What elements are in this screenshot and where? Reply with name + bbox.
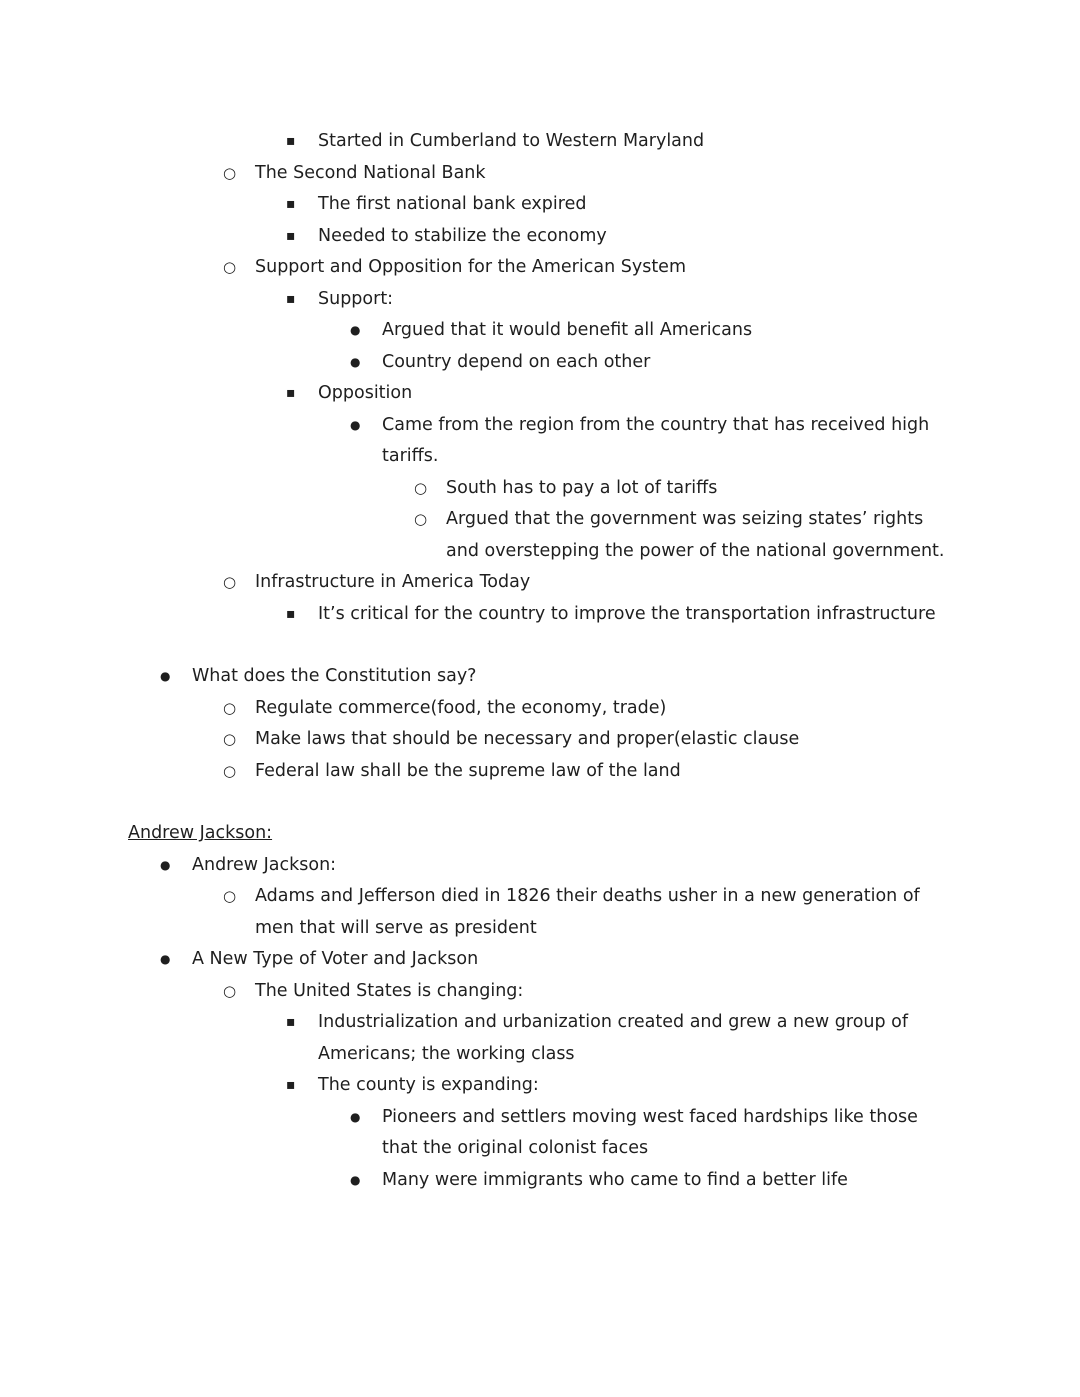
- list-item-text: Pioneers and settlers moving west faced hardships like those that the original colonist faces: [382, 1106, 918, 1158]
- list-item-text: Argued that the government was seizing states’ rights and overstepping the power of the national government.: [446, 509, 945, 561]
- list-item: [128, 126, 952, 158]
- list-item-text: Infrastructure in America Today: [255, 572, 531, 592]
- list-item-text: Adams and Jefferson died in 1826 their deaths usher in a new generation of men that will serve as president: [255, 886, 920, 938]
- list-item: [128, 850, 952, 882]
- list-item-text: The first national bank expired: [318, 194, 587, 214]
- list-item: [128, 567, 952, 599]
- square-bullet-icon: ▪: [286, 133, 296, 149]
- list-item-text: It’s critical for the country to improve the transportation infrastructure: [318, 603, 936, 624]
- list-item-text: Industrialization and urbanization created and grew a new group of Americans; the working class: [318, 1012, 909, 1064]
- list-item: [128, 1165, 952, 1197]
- circle-bullet-icon: ○: [223, 573, 237, 591]
- list-item-text: The United States is changing:: [255, 980, 524, 1001]
- list-item: [128, 693, 952, 725]
- list-item-text: Argued that it would benefit all Americans: [382, 320, 753, 340]
- list-item-text: Regulate commerce(food, the economy, trade): [255, 697, 667, 718]
- disc-bullet-icon: ●: [350, 354, 361, 369]
- square-bullet-icon: ▪: [286, 227, 296, 244]
- list-item: [128, 189, 952, 221]
- list-item-text: Came from the region from the country that has received high tariffs.: [382, 414, 930, 466]
- square-bullet-icon: ▪: [286, 290, 296, 307]
- circle-bullet-icon: ○: [223, 887, 237, 905]
- square-bullet-icon: ▪: [286, 385, 296, 401]
- disc-bullet-icon: ●: [350, 323, 361, 337]
- list-item-text: Opposition: [318, 383, 413, 403]
- list-item-text: Make laws that should be necessary and proper(elastic clause: [255, 729, 800, 749]
- list-item: [128, 724, 952, 756]
- square-bullet-icon: ▪: [286, 196, 296, 212]
- list-item-text: Support and Opposition for the American System: [255, 257, 686, 277]
- list-item: [128, 1007, 952, 1070]
- list-item-text: Country depend on each other: [382, 351, 651, 372]
- square-bullet-icon: ▪: [286, 1077, 296, 1093]
- list-item-text: Andrew Jackson:: [192, 854, 337, 875]
- circle-bullet-icon: ○: [223, 163, 237, 182]
- square-bullet-icon: ▪: [286, 605, 296, 622]
- disc-bullet-icon: ●: [350, 1172, 361, 1187]
- list-item: [128, 158, 952, 190]
- list-item: [128, 756, 952, 788]
- disc-bullet-icon: ●: [350, 1109, 361, 1124]
- list-item: [128, 473, 952, 505]
- list-item-text: The county is expanding:: [318, 1075, 539, 1095]
- disc-bullet-icon: ●: [160, 669, 171, 683]
- list-item: [128, 881, 952, 944]
- list-item-text: Federal law shall be the supreme law of the land: [255, 760, 681, 781]
- list-item: [128, 410, 952, 473]
- list-item: [128, 284, 952, 316]
- list-item: [128, 347, 952, 379]
- circle-bullet-icon: ○: [223, 730, 237, 748]
- list-item: [128, 944, 952, 976]
- circle-bullet-icon: ○: [223, 981, 237, 1000]
- paragraph-spacer: [128, 787, 952, 818]
- list-item: [128, 1070, 952, 1102]
- disc-bullet-icon: ●: [350, 417, 361, 432]
- list-item: [128, 315, 952, 347]
- paragraph-spacer: [128, 630, 952, 661]
- list-item: [128, 1102, 952, 1165]
- list-item-text: Support:: [318, 288, 394, 309]
- disc-bullet-icon: ●: [160, 952, 171, 966]
- list-item: [128, 378, 952, 410]
- circle-bullet-icon: ○: [414, 478, 428, 497]
- circle-bullet-icon: ○: [223, 761, 237, 780]
- circle-bullet-icon: ○: [223, 258, 237, 276]
- disc-bullet-icon: ●: [160, 857, 171, 872]
- list-item: [128, 252, 952, 284]
- list-item-text: South has to pay a lot of tariffs: [446, 477, 718, 498]
- list-item-text: A New Type of Voter and Jackson: [192, 949, 479, 969]
- list-item-text: What does the Constitution say?: [192, 666, 477, 686]
- list-item: [128, 221, 952, 253]
- square-bullet-icon: ▪: [286, 1014, 296, 1030]
- circle-bullet-icon: ○: [414, 510, 428, 528]
- list-item-text: Started in Cumberland to Western Maryland: [318, 131, 705, 151]
- list-item-text: Needed to stabilize the economy: [318, 225, 607, 246]
- document-body: [128, 126, 952, 1196]
- list-item: [128, 599, 952, 631]
- list-item-text: The Second National Bank: [255, 162, 486, 183]
- list-item-text: Many were immigrants who came to find a better life: [382, 1169, 848, 1190]
- section-heading: Andrew Jackson:: [128, 823, 273, 843]
- circle-bullet-icon: ○: [223, 698, 237, 717]
- list-item: [128, 976, 952, 1008]
- list-item: [128, 661, 952, 693]
- list-item: [128, 504, 952, 567]
